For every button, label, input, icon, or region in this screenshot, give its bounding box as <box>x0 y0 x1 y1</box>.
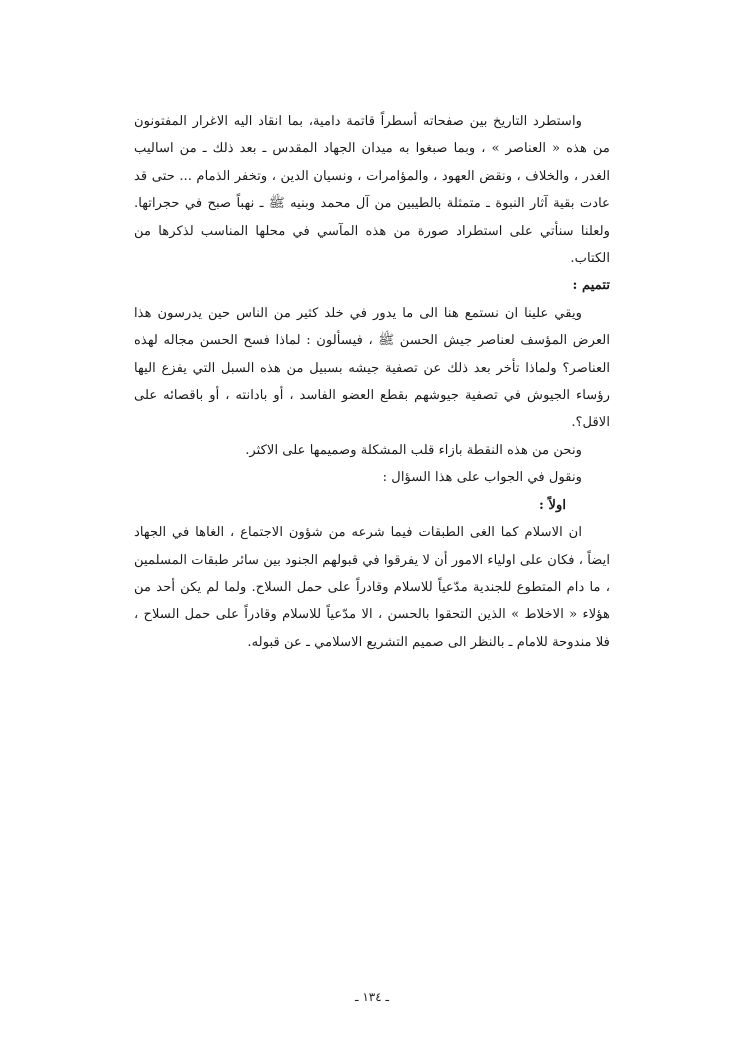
paragraph-answer-intro: ونقول في الجواب على هذا السؤال : <box>382 470 582 486</box>
section-heading-tatmim: تتميم : <box>572 278 610 294</box>
body-text <box>134 108 610 656</box>
paragraph-question: ويقي علينا ان نستمع هنا الى ما يدور في خلد كثير من الناس حين يدرسون هذا العرض المؤسف لعناصر جيش الحسن ﷺ ، فيسألون : لماذا فسح الحسن مجاله لهذه العناصر؟ ولماذا تأخر بعد ذلك عن تصفية جيشه بسبيل من هذه السبل التي يفزع اليها رؤساء الجيوش في تصفية جيوشهم بقطع العضو الفاسد ، أو بادانته ، أو باقصائه على الاقل؟. <box>134 305 610 431</box>
paragraph-first-point: ان الاسلام كما الغى الطبقات فيما شرعه من شؤون الاجتماع ، الغاها في الجهاد ايضاً ، فكان على اولياء الامور أن لا يفرقوا في قبولهم الجنود بين سائر طبقات المسلمين ، ما دام المتطوع للجندية مدّعياً للاسلام وقادراً على حمل السلاح. ولما لم يكن أحد من هؤلاء « الاخلاط » الذين التحقوا بالحسن ، الا مدّعياً للاسلام وقادراً على حمل السلاح ، فلا مندوحة للامام ـ بالنظر الى صميم التشريع الاسلامي ـ عن قبوله. <box>134 525 610 650</box>
paragraph-opening: واستطرد التاريخ بين صفحاته أسطراً قاتمة دامية، بما انقاد اليه الاغرار المفتونون من هذه « العناصر » ، وبما صبغوا به ميدان الجهاد المقدس ـ بعد ذلك ـ من اساليب الغدر ، والخلاف ، ونقض العهود ، والمؤامرات ، ونسيان الدين ، وتخفر الذمام ... حتى قد عادت بقية آثار النبوة ـ متمثلة بالطيبين من آل محمد وبنيه ﷺ ـ نهباً صبح في حجراتها. ولعلنا سنأتي على استطراد صورة من هذه المآسي في محلها المناسب لذكرها من الكتاب. <box>134 114 610 267</box>
paragraph-problem-core: ونحن من هذه النقطة بازاء قلب المشكلة وصميمها على الاكثر. <box>245 442 582 458</box>
section-heading-first: اولاً : <box>538 497 566 513</box>
page-number: ـ ١٣٤ ـ <box>354 990 390 1004</box>
